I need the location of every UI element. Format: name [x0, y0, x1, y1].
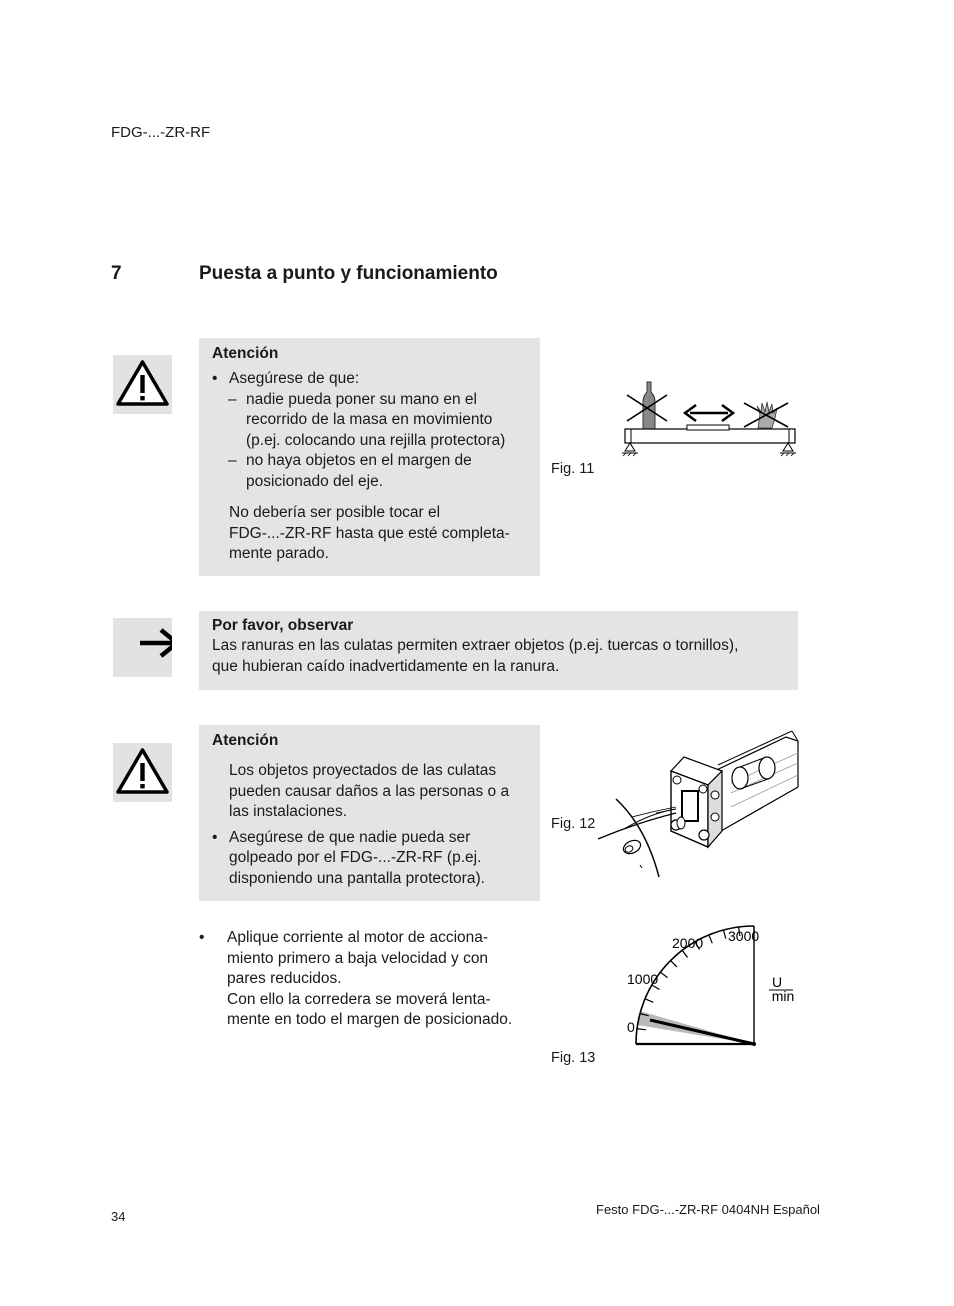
- dash-item: – no haya objetos en el margen de posicionado del eje.: [228, 452, 472, 490]
- tacho-tick: [645, 999, 653, 1003]
- warning-icon-box-1: [113, 355, 172, 414]
- attention-box-1: [199, 338, 540, 576]
- figure-label-11: Fig. 11: [551, 461, 595, 477]
- attention-box-2: [199, 725, 540, 901]
- warning-triangle-icon: [113, 355, 172, 414]
- figure-13-tachometer: [620, 925, 800, 1050]
- figure-label-13: Fig. 13: [551, 1050, 596, 1066]
- note-text: Las ranuras en las culatas permiten extraer objetos (p.ej. tuercas o tornillos), que hubieran caído inadvertidamente en la ranura.: [212, 637, 739, 675]
- tacho-tick: [671, 961, 677, 967]
- footer-document-info: Festo FDG-...-ZR-RF 0404NH Español: [596, 1202, 820, 1217]
- unit-denominator: min: [771, 988, 795, 1004]
- instruction-bullet-symbol: •: [199, 929, 205, 946]
- unit-numerator: U: [771, 974, 783, 990]
- note-icon-box: [113, 618, 172, 677]
- tacho-tick: [682, 950, 687, 957]
- document-code: FDG-...-ZR-RF: [111, 124, 211, 141]
- attention-note: No debería ser posible tocar el FDG-...-ZR-RF hasta que esté completa- mente parado.: [229, 504, 510, 562]
- figure-label-12: Fig. 12: [551, 816, 596, 832]
- arrow-right-icon: [113, 618, 172, 677]
- scale-label-3000: 3000: [728, 928, 760, 944]
- attention-title: Atención: [212, 732, 279, 749]
- figure-12-illustration: [596, 727, 800, 879]
- attention-paragraph: Los objetos proyectados de las culatas pueden causar daños a las personas o a las instalaciones.: [229, 762, 510, 820]
- attention-content: [212, 369, 537, 565]
- figure-11-illustration: [618, 378, 802, 460]
- bullet-item: • Asegúrese de que nadie pueda ser golpeado por el FDG-...-ZR-RF (p.ej. disponiendo una pantalla protectora).: [212, 828, 485, 887]
- tacho-tick: [660, 972, 667, 977]
- note-box: [199, 611, 798, 690]
- section-number: 7: [111, 263, 122, 284]
- attention-title: Atención: [212, 345, 279, 362]
- attention-content: [212, 761, 537, 889]
- instruction-text: Aplique corriente al motor de acciona- miento primero a baja velocidad y con pares reducidos. Con ello la corredera se moverá lenta- mente en todo el margen de posicionado.: [227, 929, 513, 1028]
- note-title: Por favor, observar: [212, 617, 354, 634]
- warning-triangle-icon: [113, 743, 172, 802]
- bullet-item: • Asegúrese de que:: [212, 370, 360, 387]
- scale-label-0: 0: [627, 1019, 635, 1035]
- scale-label-1000: 1000: [627, 971, 659, 987]
- dash-item: – nadie pueda poner su mano en el recorrido de la masa en movimiento (p.ej. colocando una rejilla protectora): [228, 390, 506, 449]
- tacho-tick: [709, 935, 713, 943]
- warning-icon-box-2: [113, 743, 172, 802]
- section-title: Puesta a punto y funcionamiento: [199, 263, 498, 284]
- tacho-tick: [724, 930, 726, 939]
- page-number: 34: [111, 1209, 126, 1224]
- scale-label-2000: 2000: [672, 935, 704, 951]
- tacho-tick: [637, 1029, 646, 1030]
